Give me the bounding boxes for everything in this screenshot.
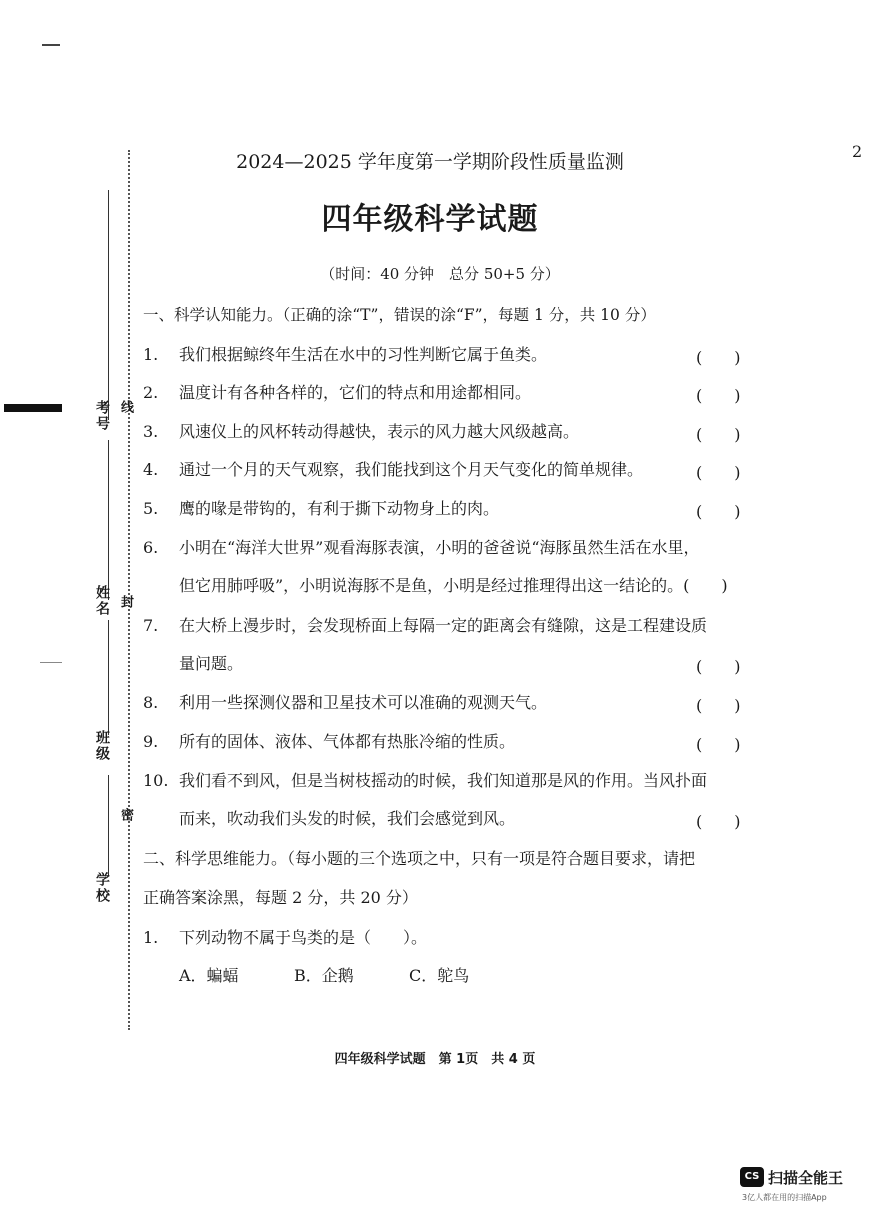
- cs-logo-icon: [740, 1167, 764, 1187]
- q1-5: [143, 499, 748, 519]
- q1-4: [143, 460, 748, 480]
- question-number: 8.: [143, 693, 159, 712]
- cs-badge-text: CS: [744, 1171, 760, 1182]
- question-text: 所有的固体、液体、气体都有热胀冷缩的性质。: [179, 732, 516, 751]
- answer-paren: ( ): [696, 696, 741, 715]
- seal-mi: 密: [118, 808, 133, 823]
- field-kaohao: 考号: [94, 400, 110, 432]
- answer-paren: ( ): [696, 386, 741, 405]
- answer-paren: ( ): [696, 425, 741, 444]
- answer-paren: ( ): [696, 502, 741, 521]
- answer-paren: ( ): [696, 463, 741, 482]
- question-text: 下列动物不属于鸟类的是（ ）。: [179, 928, 428, 947]
- question-text-cont: 量问题。: [179, 654, 244, 673]
- exam-subtitle: 2024—2025 学年度第一学期阶段性质量监测: [236, 151, 624, 173]
- field-xuexiao: 学校: [94, 872, 110, 904]
- exam-title: 四年级科学试题: [321, 202, 539, 237]
- scan-mark-top: [42, 44, 60, 46]
- question-text: 小明在“海洋大世界”观看海豚表演，小明的爸爸说“海豚虽然生活在水里，: [179, 538, 700, 557]
- q1-7: [143, 616, 748, 636]
- section2-heading-cont: 正确答案涂黑，每题 2 分，共 20 分）: [143, 888, 418, 907]
- seal-xian: 线: [118, 400, 133, 415]
- scan-mark-bar: [4, 404, 62, 412]
- xuexiao-underline: [108, 775, 109, 875]
- question-text-cont: 但它用肺呼吸”，小明说海豚不是鱼，小明是经过推理得出这一结论的。( ): [179, 576, 728, 595]
- question-number: 1.: [143, 345, 159, 364]
- question-text: 风速仪上的风杯转动得越快，表示的风力越大风级越高。: [179, 422, 580, 441]
- field-xingming: 姓名: [94, 585, 110, 617]
- option-a: A．蝙蝠: [179, 966, 239, 985]
- exam-time-info: （时间：40 分钟 总分 50+5 分）: [320, 265, 560, 283]
- question-text: 我们看不到风，但是当树枝摇动的时候，我们知道那是风的作用。当风扑面: [179, 771, 708, 790]
- answer-paren: ( ): [696, 735, 741, 754]
- question-number: 4.: [143, 460, 159, 479]
- banji-underline: [108, 620, 109, 735]
- question-number: 2.: [143, 383, 159, 402]
- watermark-app-name: 扫描全能王: [768, 1169, 844, 1187]
- field-banji: 班级: [94, 730, 110, 762]
- question-text: 我们根据鲸终年生活在水中的习性判断它属于鱼类。: [179, 345, 548, 364]
- scanner-watermark: [740, 1165, 852, 1209]
- question-number: 3.: [143, 422, 159, 441]
- xingming-underline: [108, 440, 109, 600]
- corner-mark: 2: [852, 142, 863, 161]
- q1-2: [143, 383, 748, 403]
- answer-paren: ( ): [696, 812, 741, 831]
- question-number: 10.: [143, 771, 169, 790]
- scan-mark-small: [40, 662, 62, 663]
- q1-9: [143, 732, 748, 752]
- q1-10: [143, 771, 748, 791]
- answer-paren: ( ): [696, 348, 741, 367]
- option-b: B．企鹅: [294, 966, 354, 985]
- q2-1-options: [179, 966, 579, 986]
- watermark-tagline: 3亿人都在用的扫描App: [742, 1193, 827, 1202]
- question-number: 1.: [143, 928, 159, 947]
- option-c: C．鸵鸟: [409, 966, 470, 985]
- answer-paren: ( ): [696, 657, 741, 676]
- q1-1: [143, 345, 748, 365]
- question-text: 温度计有各种各样的，它们的特点和用途都相同。: [179, 383, 532, 402]
- question-number: 5.: [143, 499, 159, 518]
- question-text: 通过一个月的天气观察，我们能找到这个月天气变化的简单规律。: [179, 460, 644, 479]
- q1-10-cont: [179, 809, 599, 829]
- q1-6: [143, 538, 748, 558]
- question-text: 在大桥上漫步时，会发现桥面上每隔一定的距离会有缝隙，这是工程建设质: [179, 616, 708, 635]
- question-number: 9.: [143, 732, 159, 751]
- section2-heading: 二、科学思维能力。（每小题的三个选项之中，只有一项是符合题目要求，请把: [143, 849, 696, 868]
- page-footer: 四年级科学试题 第 1页 共 4 页: [334, 1052, 536, 1067]
- question-text-cont: 而来，吹动我们头发的时候，我们会感觉到风。: [179, 809, 516, 828]
- q1-7-cont: [179, 654, 479, 674]
- q1-3: [143, 422, 748, 442]
- question-text: 利用一些探测仪器和卫星技术可以准确的观测天气。: [179, 693, 548, 712]
- question-number: 6.: [143, 538, 159, 557]
- section1-heading: 一、科学认知能力。（正确的涂“T”，错误的涂“F”，每题 1 分，共 10 分）: [143, 306, 656, 324]
- question-number: 7.: [143, 616, 159, 635]
- q1-8: [143, 693, 748, 713]
- seal-feng: 封: [118, 595, 133, 610]
- q2-1: [143, 928, 748, 948]
- question-text: 鹰的喙是带钩的，有利于撕下动物身上的肉。: [179, 499, 500, 518]
- q1-6-cont: [179, 576, 749, 596]
